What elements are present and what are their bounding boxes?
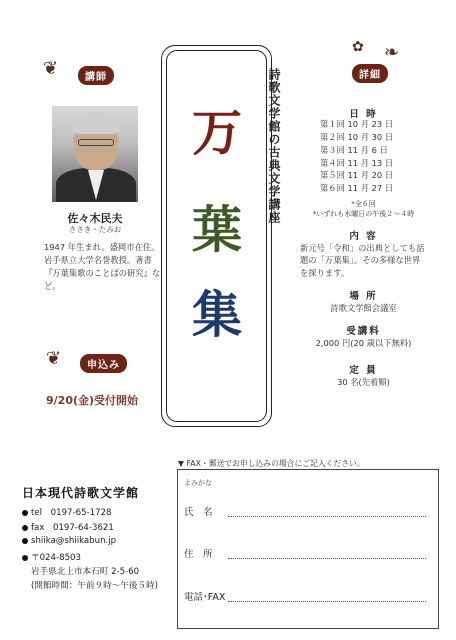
zip-text: 〒024-8503 [31,553,81,563]
main-title-char-1: 万 [192,103,242,162]
email-link[interactable]: shiika@shiikabun.jp [31,536,117,546]
contact-address: 岩手県北上市本石町 2-5-60 [31,567,140,577]
details-badge: 詳細 [352,64,388,83]
form-note: ▼ FAX・郵送でお申し込みの場合にご記入ください。 [178,459,365,468]
ornament-right-icon: ❧ [384,42,400,63]
capacity-text: 30 名(先着順) [337,377,390,387]
phone-label: 電話･FAX [184,592,226,603]
bullet-icon [22,555,28,561]
bullet-icon [22,538,28,544]
ornament-right-top-icon: ✿ [352,39,364,55]
contact-fax [22,521,172,533]
furigana-label: よみがな [184,479,212,487]
bullet-icon [22,510,28,516]
schedule-note-time: *いずれも水曜日の午後２～４時 [312,210,415,218]
registration-start: 9/20(金)受付開始 [46,394,139,407]
apply-badge: 申込み [80,354,127,373]
series-title: 詩歌文学館の古典文学講座 [267,68,281,224]
schedule-item: 第６回 11 月 27 日 [320,183,394,194]
schedule-item: 第２回 10 月 30 日 [320,131,394,142]
name-label: 氏 名 [184,507,213,518]
schedule-item: 第３回 11 月 6 日 [320,144,388,155]
schedule-heading: 日 時 [349,109,378,120]
contact-email[interactable] [22,536,172,546]
address-label: 住 所 [184,549,213,560]
place-text: 詩歌文学館会議室 [330,303,397,313]
fee-heading: 受講料 [346,326,381,337]
organization-name: 日本現代詩歌文学館 [22,486,140,500]
lecturer-ruby: ささき・たみお [68,225,122,234]
content-heading: 内 容 [349,231,378,242]
main-title-char-3: 集 [192,285,242,344]
main-title-char-2: 葉 [192,200,242,259]
lecturer-bio: 1947 年生まれ。盛岡市在住。岩手県立大学名誉教授。著書『万葉集歌のことばの研究』など。 [44,242,161,291]
application-form [177,469,439,629]
schedule-item: 第５回 11 月 20 日 [320,170,394,181]
bullet-icon [22,525,28,531]
lecturer-name: 佐々木民夫 [67,212,123,225]
capacity-heading: 定 員 [349,365,378,376]
contact-hours: (開館時間：午前９時～午後５時) [31,581,159,591]
address-field[interactable] [228,558,426,559]
ornament-left-icon: ❦ [43,58,59,79]
lecturer-photo [52,106,138,202]
phone-field[interactable] [228,601,426,602]
schedule-note-count: *全６回 [351,200,376,208]
lecturer-badge: 講師 [78,66,114,85]
schedule-list [286,118,441,195]
schedule-item: 第１回 10 月 23 日 [320,119,394,129]
fax-text: fax 0197-64-3621 [31,523,114,533]
ornament-apply-icon: ❦ [46,348,62,369]
name-field[interactable] [228,516,426,517]
contact-tel [22,506,172,518]
tel-text: tel 0197-65-1728 [31,508,112,518]
fee-text: 2,000 円(20 歳以下無料) [315,338,412,348]
content-text: 新元号「令和」の出典としても話題の「万葉集」。その多様な世界を探ります。 [300,243,425,278]
contact-zip [22,551,172,563]
schedule-item: 第４回 11 月 13 日 [320,157,394,168]
place-heading: 場 所 [349,291,378,302]
